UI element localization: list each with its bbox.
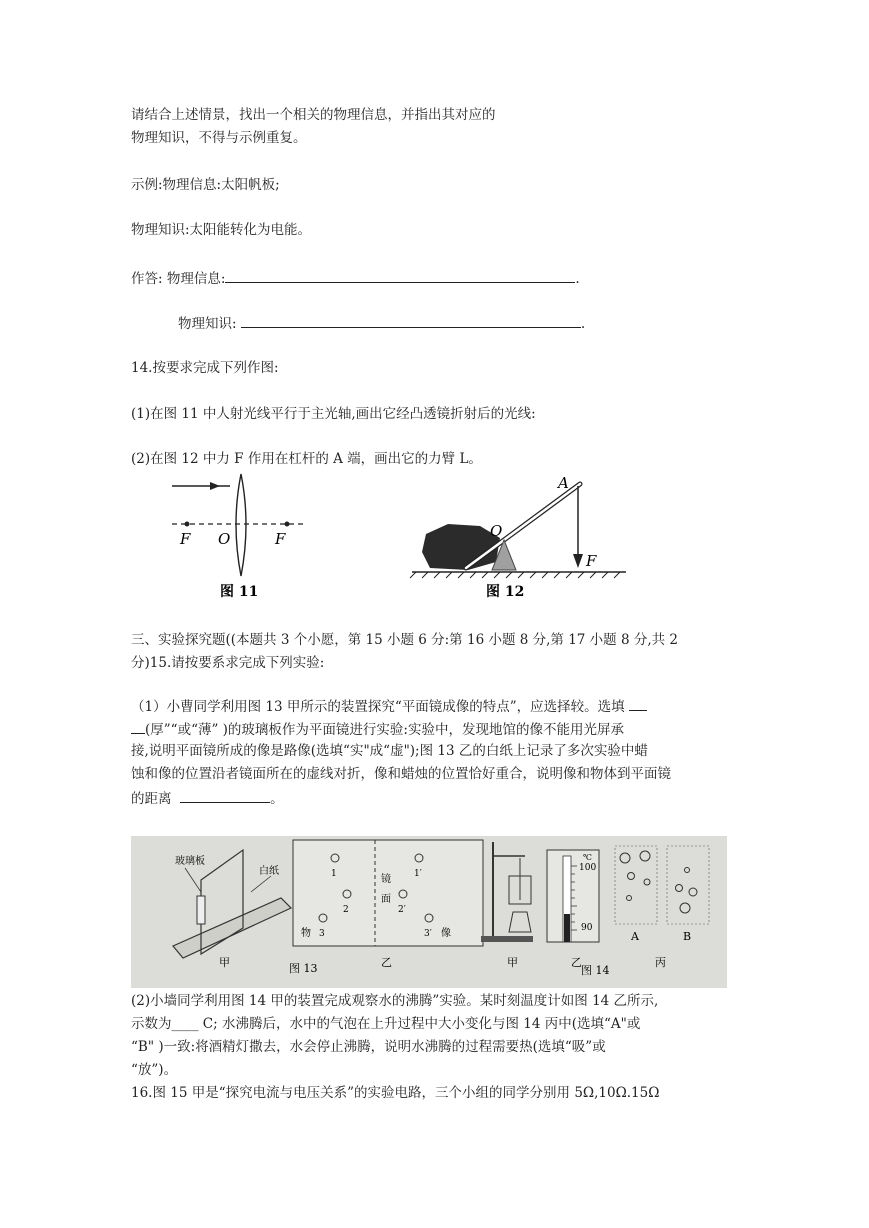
answer-knowledge-line [178, 313, 585, 333]
pt3p: 3′ [424, 929, 432, 939]
beaker-a [615, 846, 657, 924]
bubble-b-1 [685, 868, 690, 873]
bubble-a-5 [627, 896, 632, 901]
label-a: A [558, 474, 569, 492]
bubble-b-4 [680, 903, 690, 913]
bubble-a-2 [640, 851, 650, 861]
tick-90: 90 [581, 923, 593, 933]
q15-1-line5-prefix: 的距离 [131, 791, 172, 807]
answer-info-line [131, 268, 580, 288]
fig14-label-bing: 丙 [655, 956, 666, 969]
label-image: 像 [441, 928, 451, 939]
rock [422, 522, 503, 570]
fig14-label-yi: 乙 [571, 956, 582, 969]
answer-knowledge-prefix: 物理知识: [178, 316, 237, 332]
q15-1-line2 [131, 719, 624, 739]
label-f-right: F [275, 530, 286, 548]
q15-2-line4: “放”)。 [131, 1062, 178, 1078]
ground-hatch [410, 572, 620, 578]
fig13-label-yi: 乙 [381, 956, 392, 969]
q15-1-blank-a[interactable] [629, 696, 647, 711]
q15-1-line2-text: (厚”“或“薄” )的玻璃板作为平面镜进行实验:实验中，发现地馆的像不能用光屏承 [145, 722, 624, 738]
figure-12-caption: 图 12 [486, 584, 525, 600]
fig13-caption: 图 13 [289, 962, 318, 975]
bubble-a-1 [620, 853, 630, 863]
fig13-label-jia: 甲 [219, 956, 230, 969]
q15-1-line4: 蚀和像的位置沿者镜面所在的虚线对折，像和蜡烛的位置恰好重合，说明像和物体到平面镜 [131, 766, 671, 782]
q14-part2: (2)在图 12 中力 F 作用在杠杆的 A 端，画出它的力臂 L。 [131, 451, 482, 467]
lever-bar-inner [466, 484, 580, 568]
focus-left [185, 522, 190, 527]
label-mirror-2: 面 [381, 894, 391, 905]
q15-1-blank-a2[interactable] [131, 719, 145, 734]
pt3: 3 [319, 929, 325, 939]
candle [197, 896, 205, 924]
pt1: 1 [331, 869, 337, 879]
answer-knowledge-blank[interactable] [241, 313, 581, 328]
q15-1-line1-text: （1）小曹同学利用图 13 甲所示的装置探究“平面镜成像的特点”，应选择较。选填 [131, 699, 625, 715]
intro-line-2: 物理知识，不得与示例重复。 [131, 130, 307, 146]
q15-1-line5-suffix: 。 [270, 791, 284, 807]
answer-info-prefix: 作答: 物理信息: [131, 271, 226, 287]
q15-2-line2: 示数为____ C; 水沸腾后，水中的气泡在上升过程中大小变化与图 14 丙中(选填“A"或 [131, 1016, 641, 1032]
example-knowledge: 物理知识:太阳能转化为电能。 [131, 222, 312, 238]
figure-11 [150, 472, 315, 604]
label-o: O [218, 530, 231, 548]
stand-base [481, 936, 533, 942]
q15-1-line1 [131, 696, 647, 716]
ray-arrow-icon [210, 482, 220, 490]
answer-knowledge-period: . [580, 316, 586, 332]
section3-line1: 三、实验探究题((本题共 3 个小愿，第 15 小题 6 分:第 16 小题 8 分,第 17 小题 8 分,共 2 [131, 632, 679, 648]
convex-lens [236, 474, 246, 576]
alcohol-lamp [509, 912, 531, 932]
pt2p: 2′ [398, 905, 406, 915]
q15-2-line1: (2)小墙同学利用图 14 甲的装置完成观察水的沸腾”实验。某时刻温度计如图 14 乙所示, [131, 993, 659, 1009]
answer-info-period: . [575, 271, 580, 287]
focus-right [285, 522, 290, 527]
pt1p: 1′ [414, 869, 422, 879]
q14-title: 14.按要求完成下列作图: [131, 360, 279, 376]
q15-1-line3: 接,说明平面镜所成的像是路像(选填“实"成“虚");图 13 乙的白纸上记录了多次实验中蜡 [131, 743, 648, 759]
label-mirror-1: 镜 [381, 874, 391, 885]
label-a: A [631, 930, 639, 943]
mercury-column [564, 914, 570, 942]
figure-13-14-photo [131, 836, 727, 988]
figure-11-caption: 图 11 [220, 584, 259, 600]
fig14-label-jia: 甲 [507, 956, 518, 969]
label-o: O [490, 522, 503, 540]
label-glass: 玻璃板 [175, 856, 205, 867]
paper-pointer [251, 876, 271, 892]
label-b: B [683, 930, 692, 943]
table-board [173, 898, 291, 958]
pt2: 2 [343, 905, 349, 915]
q16-line1: 16.图 15 甲是“探究电流与电压关系”的实验电路，三个小组的同学分别用 5Ω,10Ω.15Ω [131, 1085, 660, 1101]
answer-info-blank[interactable] [225, 268, 575, 283]
bubble-a-4 [644, 879, 650, 885]
bubble-a-3 [628, 873, 635, 880]
q15-2-line3: “B" )一致:将酒精灯撒去，水会停止沸腾，说明水沸腾的过程需要热(选填“吸”或 [131, 1039, 606, 1055]
label-f: F [586, 552, 597, 570]
force-arrow-icon [573, 554, 583, 568]
thermometer-unit: ℃ [583, 853, 592, 862]
bubble-b-3 [689, 888, 697, 896]
glass-pointer [185, 868, 201, 892]
label-paper: 白纸 [259, 866, 279, 877]
fig14-caption: 图 14 [581, 964, 610, 977]
bubble-b-2 [676, 885, 683, 892]
q14-part1: (1)在图 11 中人射光线平行于主光轴,画出它经凸透镜折射后的光线: [131, 406, 536, 422]
figure-12 [408, 472, 630, 604]
intro-line-1: 请结合上述情景，找出一个相关的物理信息，并指出其对应的 [131, 107, 496, 123]
q15-1-line5 [131, 788, 284, 808]
label-f-left: F [180, 530, 191, 548]
section3-line2: 分)15.请按要系求完成下列实验: [131, 655, 325, 671]
example-info: 示例:物理信息:太阳帆板; [131, 177, 280, 193]
label-object: 物 [301, 928, 311, 939]
tick-100: 100 [579, 863, 597, 873]
q15-1-blank-distance[interactable] [180, 788, 270, 803]
